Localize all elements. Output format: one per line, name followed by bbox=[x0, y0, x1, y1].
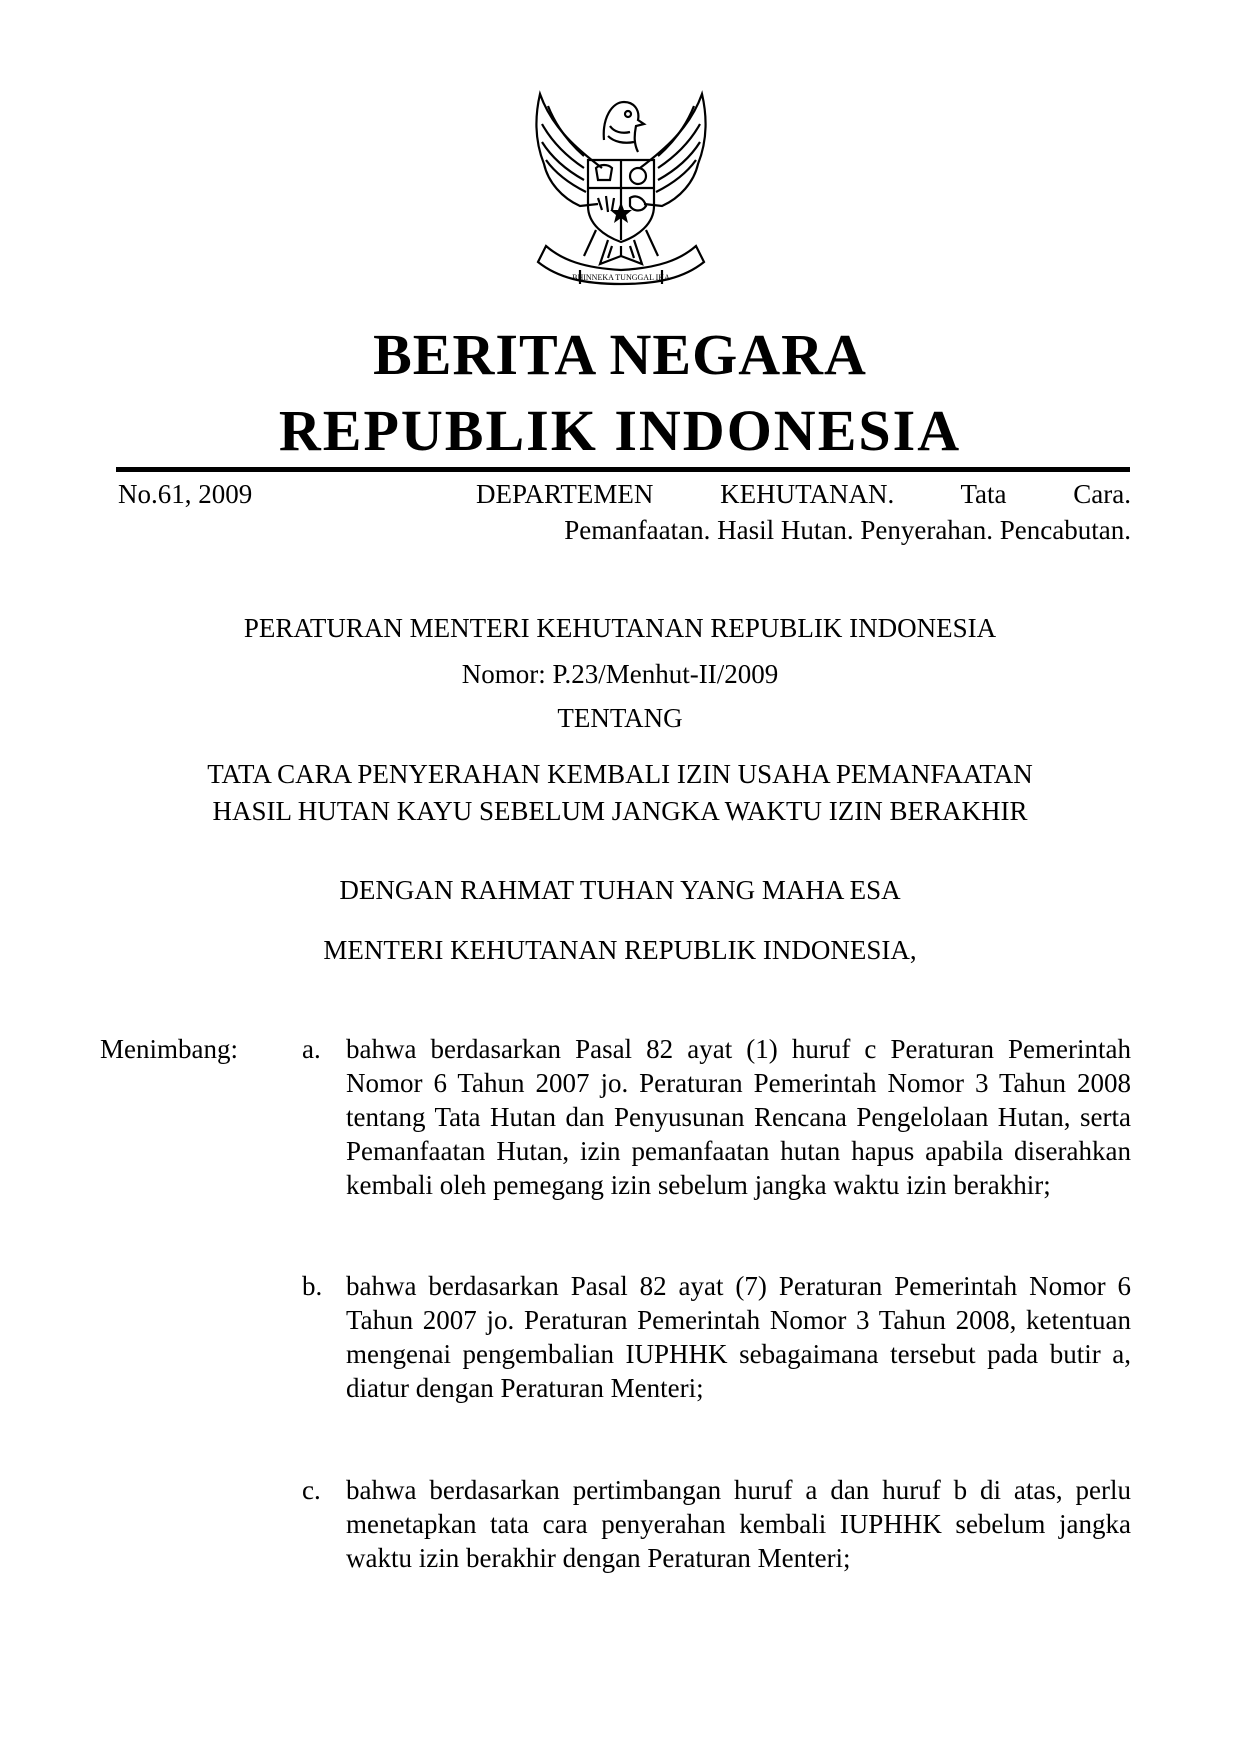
masthead-rule bbox=[116, 467, 1130, 472]
considering-label: Menimbang: bbox=[100, 1034, 238, 1064]
considering-item-text: bahwa berdasarkan pertimbangan huruf a dan huruf b di atas, perlu menetapkan tata cara penyerahan kembali IUPHHK sebelum jangka waktu izin berakhir dengan Peraturan Menteri; bbox=[346, 1475, 1131, 1573]
garuda-pancasila-emblem bbox=[518, 80, 724, 302]
regulation-about: TENTANG bbox=[557, 703, 683, 733]
considering-item-letter: a. bbox=[302, 1034, 321, 1064]
invocation: DENGAN RAHMAT TUHAN YANG MAHA ESA bbox=[339, 875, 901, 905]
masthead-subtitle: REPUBLIK INDONESIA bbox=[278, 398, 962, 463]
issue-number: No.61, 2009 bbox=[118, 479, 253, 509]
regulation-subject-line1: TATA CARA PENYERAHAN KEMBALI IZIN USAHA PEMANFAATAN bbox=[207, 759, 1033, 789]
considering-item-text: bahwa berdasarkan Pasal 82 ayat (1) huruf c Peraturan Pemerintah Nomor 6 Tahun 2007 jo. Peraturan Pemerintah Nomor 3 Tahun 2008 tentang Tata Hutan dan Penyusunan Rencana Pengelolaan Hutan, serta Pemanfaatan Hutan, izin pemanfaatan hutan hapus apabila diserahkan kembali oleh pemegang izin sebelum jangka waktu izin berakhir; bbox=[346, 1034, 1131, 1200]
issue-subject-line2: Pemanfaatan. Hasil Hutan. Penyerahan. Pencabutan. bbox=[564, 515, 1131, 545]
considering-item-text: bahwa berdasarkan Pasal 82 ayat (7) Peraturan Pemerintah Nomor 6 Tahun 2007 jo. Peraturan Pemerintah Nomor 3 Tahun 2008, ketentuan mengenai pengembalian IUPHHK sebagaimana tersebut pada butir a, diatur dengan Peraturan Menteri; bbox=[346, 1271, 1131, 1403]
masthead-title: BERITA NEGARA bbox=[373, 322, 867, 387]
emblem-motto: BHINNEKA TUNGGAL IKA bbox=[572, 273, 670, 282]
considering-item-letter: b. bbox=[302, 1271, 323, 1301]
regulation-title: PERATURAN MENTERI KEHUTANAN REPUBLIK INDONESIA bbox=[243, 613, 997, 643]
issue-subject-line1: DEPARTEMEN KEHUTANAN. Tata Cara. bbox=[476, 479, 1131, 509]
authority: MENTERI KEHUTANAN REPUBLIK INDONESIA, bbox=[323, 935, 917, 965]
regulation-number: Nomor: P.23/Menhut-II/2009 bbox=[461, 659, 779, 689]
regulation-subject-line2: HASIL HUTAN KAYU SEBELUM JANGKA WAKTU IZIN BERAKHIR bbox=[212, 796, 1028, 826]
considering-item-letter: c. bbox=[302, 1475, 321, 1505]
